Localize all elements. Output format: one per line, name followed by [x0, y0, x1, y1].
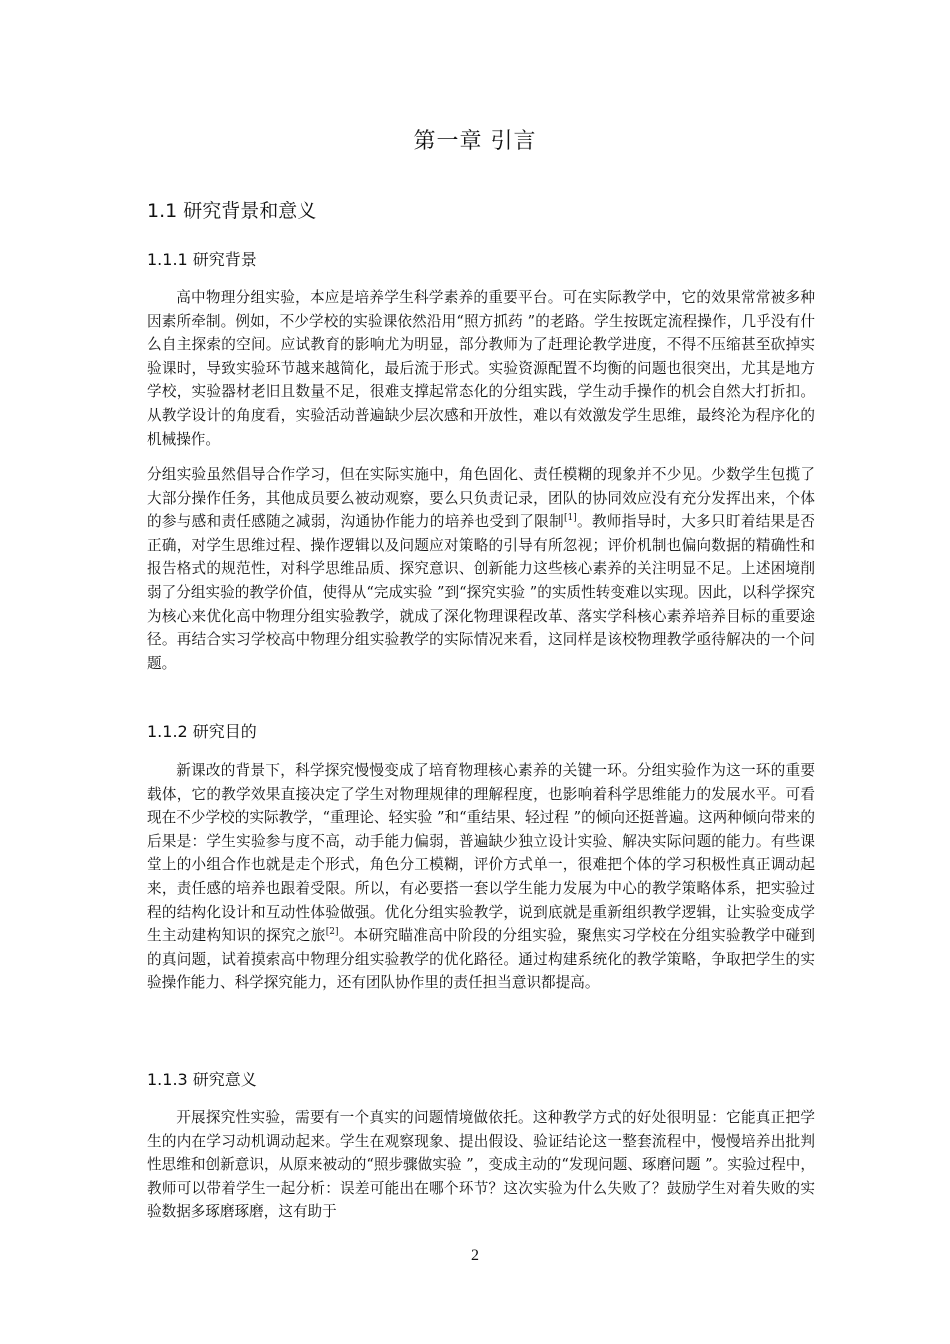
paragraph-background-2 [147, 463, 815, 675]
paragraph-text: 。本研究瞄准高中阶段的分组实验，聚焦实习学校在分组实验教学中碰到的真问题，试着摸索高中物理分组实验教学的优化路径。通过构建系统化的教学策略，争取把学生的实验操作能力、科学探究能力，还有团队协作里的责任担当意识都提高。 [147, 927, 815, 992]
section-heading: 1.1 研究背景和意义 [147, 200, 317, 222]
paragraph-significance: 开展探究性实验，需要有一个真实的问题情境做依托。这种教学方式的好处很明显：它能真正把学生的内在学习动机调动起来。学生在观察现象、提出假设、验证结论这一整套流程中，慢慢培养出批判性思维和创新意识，从原来被动的“照步骤做实验 ”，变成主动的“发现问题、琢磨问题 ”。实验过程中，教师可以带着学生一起分析：误差可能出在哪个环节？这次实验为什么失败了？鼓励学生对着失败的实验数据多琢磨琢磨，这有助于 [147, 1109, 815, 1221]
chapter-title: 第一章 引言 [413, 129, 537, 154]
citation-marker: [2] [325, 927, 339, 938]
page-number: 2 [471, 1247, 479, 1264]
paragraph-text: 分组实验虽然倡导合作学习，但在实际实施中，角色固化、责任模糊的现象并不少见。少数学生包揽了大部分操作任务，其他成员要么被动观察，要么只负责记录，团队的协同效应没有充分发挥出来，个体的参与感和责任感随之减弱，沟通协作能力的培养也受到了限制 [147, 466, 815, 531]
subsection-heading-background: 1.1.1 研究背景 [147, 250, 257, 269]
subsection-heading-purpose: 1.1.2 研究目的 [147, 722, 257, 741]
paragraph-text: 新课改的背景下，科学探究慢慢变成了培育物理核心素养的关键一环。分组实验作为这一环的重要载体，它的教学效果直接决定了学生对物理规律的理解程度，也影响着科学思维能力的发展水平。可看现在不少学校的实际教学，“重理论、轻实验 ”和“重结果、轻过程 ”的倾向还挺普遍。这两种倾向带来的后果是：学生实验参与度不高，动手能力偏弱，普遍缺少独立设计实验、解决实际问题的能力。有些课堂上的小组合作也就是走个形式，角色分工模糊，评价方式单一，很难把个体的学习积极性真正调动起来，责任感的培养也跟着受限。所以，有必要搭一套以学生能力发展为中心的教学策略体系，把实验过程的结构化设计和互动性体验做强。优化分组实验教学，说到底就是重新组织教学逻辑，让实验变成学生主动建构知识的探究之旅 [147, 762, 815, 945]
subsection-heading-significance: 1.1.3 研究意义 [147, 1070, 257, 1089]
paragraph-background-1: 高中物理分组实验，本应是培养学生科学素养的重要平台。可在实际教学中，它的效果常常被多种因素所牵制。例如，不少学校的实验课依然沿用“照方抓药 ”的老路。学生按既定流程操作，几乎没有什么自主探索的空间。应试教育的影响尤为明显，部分教师为了赶理论教学进度，不得不压缩甚至砍掉实验课时，导致实验环节越来越简化，最后流于形式。实验资源配置不均衡的问题也很突出，尤其是地方学校，实验器材老旧且数量不足，很难支撑起常态化的分组实践，学生动手操作的机会自然大打折扣。从教学设计的角度看，实验活动普遍缺少层次感和开放性，难以有效激发学生思维，最终沦为程序化的机械操作。 [147, 289, 815, 448]
paragraph-text: 。教师指导时，大多只盯着结果是否正确，对学生思维过程、操作逻辑以及问题应对策略的引导有所忽视；评价机制也偏向数据的精确性和报告格式的规范性，对科学思维品质、探究意识、创新能力这些核心素养的关注明显不足。上述困境削弱了分组实验的教学价值，使得从“完成实验 ”到“探究实验 ”的实质性转变难以实现。因此，以科学探究为核心来优化高中物理分组实验教学，就成了深化物理课程改革、落实学科核心素养培养目标的重要途径。再结合实习学校高中物理分组实验教学的实际情况来看，这同样是该校物理教学亟待解决的一个问题。 [147, 513, 815, 672]
paragraph-purpose [147, 759, 815, 995]
citation-marker: [1] [563, 513, 577, 524]
